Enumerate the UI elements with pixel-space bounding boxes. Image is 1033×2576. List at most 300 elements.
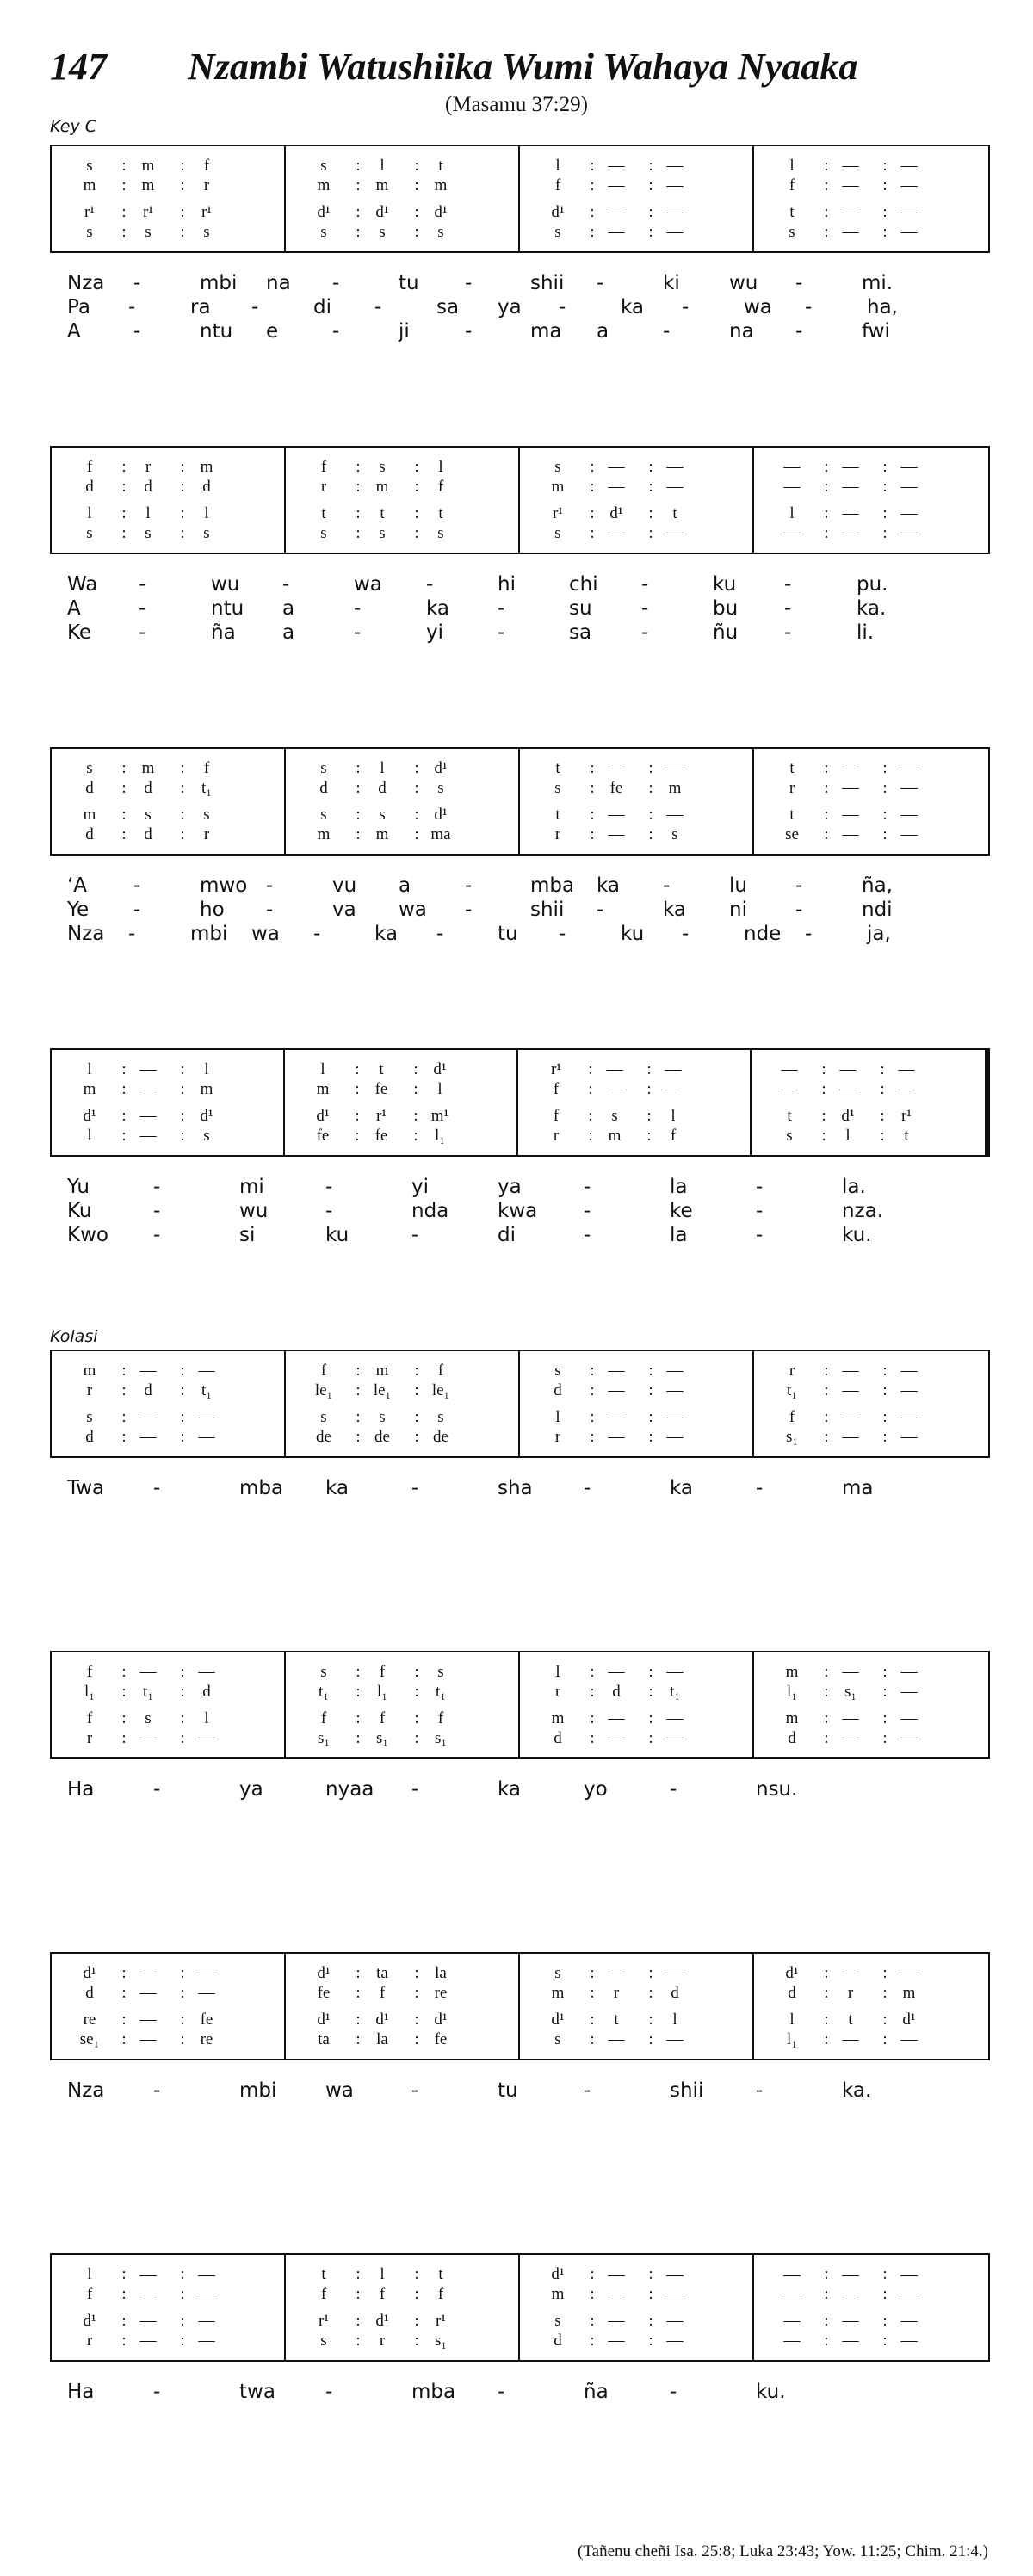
beat-separator: : — [824, 1381, 829, 1399]
beat-separator: : — [356, 1709, 361, 1727]
beat-separator: : — [180, 1127, 185, 1145]
lyric-syllable: mwo — [200, 874, 248, 897]
solfa-note: — — [608, 759, 625, 777]
beat-separator: : — [121, 759, 127, 777]
solfa-note: t — [555, 759, 560, 777]
solfa-note: d¹ — [434, 2011, 448, 2029]
solfa-note: s — [86, 524, 93, 542]
voice-line — [52, 2265, 284, 2286]
solfa-note: — — [666, 806, 684, 824]
solfa-note: s — [671, 825, 678, 843]
solfa-note: — — [666, 759, 684, 777]
lyric-syllable: wu — [239, 1200, 269, 1222]
solfa-note: m — [375, 1362, 389, 1380]
solfa-note: — — [139, 1428, 157, 1446]
solfa-note: — — [608, 2285, 625, 2303]
lyric-line — [67, 272, 928, 296]
solfa-note: — — [900, 806, 918, 824]
syllable-hyphen: - — [128, 923, 136, 945]
voice-line — [52, 1663, 284, 1683]
voice-line — [518, 1127, 750, 1147]
solfa-note: t₁ — [201, 1381, 212, 1399]
beat-separator: : — [590, 157, 595, 175]
lyric-syllable: li. — [857, 621, 875, 644]
syllable-hyphen: - — [597, 272, 604, 294]
beat-separator: : — [824, 1362, 829, 1380]
solfa-note: — — [608, 1381, 625, 1399]
solfa-note: f — [553, 1080, 560, 1098]
beat-separator: : — [356, 1408, 361, 1426]
solfa-note: r — [86, 2332, 93, 2350]
beat-separator: : — [590, 176, 595, 195]
lyric-syllable: tu — [498, 923, 518, 945]
solfa-note: — — [900, 1663, 918, 1681]
solfa-note: de — [316, 1428, 331, 1446]
beat-separator: : — [590, 203, 595, 221]
beat-separator: : — [590, 806, 595, 824]
solfa-note: l — [204, 504, 209, 522]
solfa-note: — — [842, 2285, 859, 2303]
solfa-note: re — [83, 2011, 96, 2029]
voice-line — [754, 1964, 988, 1985]
solfa-note: — — [608, 1408, 625, 1426]
beat-separator: : — [882, 825, 888, 843]
beat-separator: : — [824, 2030, 829, 2048]
syllable-hyphen: - — [498, 597, 505, 620]
solfa-note: fe — [434, 2030, 448, 2048]
beat-separator: : — [648, 2030, 653, 2048]
beat-separator: : — [121, 1080, 127, 1098]
solfa-note: l — [380, 157, 385, 175]
beat-separator: : — [590, 458, 595, 476]
measure — [52, 1050, 285, 1155]
solfa-note: — — [139, 1107, 157, 1125]
beat-separator: : — [824, 1729, 829, 1747]
solfa-note: — — [842, 504, 859, 522]
solfa-note: — — [139, 1127, 157, 1145]
syllable-hyphen: - — [325, 2381, 333, 2403]
beat-separator: : — [648, 2265, 653, 2283]
lyric-syllable: wa — [399, 899, 427, 921]
solfa-note: l — [672, 2011, 677, 2029]
beat-separator: : — [356, 1964, 361, 1982]
solfa-note: r — [613, 1984, 620, 2002]
beat-separator: : — [824, 1709, 829, 1727]
beat-separator: : — [824, 1683, 829, 1701]
voice-line — [286, 2265, 518, 2286]
solfa-note: s — [145, 806, 152, 824]
solfa-note: — — [666, 203, 684, 221]
beat-separator: : — [590, 1663, 595, 1681]
voice-line — [286, 779, 518, 800]
lyric-syllable: ki — [663, 272, 680, 294]
beat-separator: : — [355, 1060, 360, 1078]
solfa-note: — — [139, 2011, 157, 2029]
solfa-note: — — [666, 1428, 684, 1446]
syllable-hyphen: - — [133, 320, 141, 343]
solfa-note: t — [555, 806, 560, 824]
beat-separator: : — [414, 2011, 419, 2029]
solfa-note: r¹ — [900, 1107, 912, 1125]
voice-line — [286, 806, 518, 826]
beat-separator: : — [648, 504, 653, 522]
beat-separator: : — [590, 1683, 595, 1701]
beat-separator: : — [180, 1683, 185, 1701]
beat-separator: : — [180, 1362, 185, 1380]
beat-separator: : — [414, 1381, 419, 1399]
solfa-note: f — [203, 759, 210, 777]
beat-separator: : — [882, 223, 888, 241]
voice-line — [52, 504, 284, 525]
voice-line — [52, 2312, 284, 2332]
voice-line — [286, 1984, 518, 2005]
beat-separator: : — [121, 2285, 127, 2303]
solfa-note: — — [900, 1428, 918, 1446]
beat-separator: : — [590, 2265, 595, 2283]
beat-separator: : — [413, 1060, 418, 1078]
syllable-hyphen: - — [153, 1176, 161, 1198]
solfa-note: s — [611, 1107, 618, 1125]
beat-separator: : — [824, 2312, 829, 2330]
solfa-note: — — [198, 1964, 215, 1982]
syllable-hyphen: - — [584, 1176, 591, 1198]
beat-separator: : — [648, 157, 653, 175]
beat-separator: : — [648, 825, 653, 843]
beat-separator: : — [590, 2011, 595, 2029]
voice-line — [52, 524, 284, 545]
solfa-note: fe — [200, 2011, 213, 2029]
solfa-note: — — [839, 1080, 857, 1098]
syllable-hyphen: - — [584, 1224, 591, 1246]
beat-separator: : — [356, 2030, 361, 2048]
beat-separator: : — [824, 203, 829, 221]
voice-line — [518, 1060, 750, 1081]
lyric-line — [67, 320, 928, 344]
voice-line — [754, 806, 988, 826]
solfa-note: r¹ — [552, 504, 564, 522]
lyric-syllable: twa — [239, 2381, 275, 2403]
measure — [754, 1652, 988, 1757]
solfa-note: s — [379, 1408, 386, 1426]
solfa-note: l — [789, 504, 795, 522]
solfa-note: f — [86, 1663, 93, 1681]
beat-separator: : — [180, 1107, 185, 1125]
beat-separator: : — [356, 759, 361, 777]
voice-line — [752, 1080, 985, 1101]
music-system — [50, 1350, 990, 1458]
voice-line — [52, 1107, 283, 1127]
voice-line — [52, 203, 284, 224]
syllable-hyphen: - — [784, 621, 792, 644]
solfa-note: — — [198, 2285, 215, 2303]
solfa-note: d¹ — [433, 1060, 447, 1078]
solfa-note: — — [139, 1362, 157, 1380]
voice-line — [754, 203, 988, 224]
lyric-syllable: vu — [332, 874, 357, 897]
beat-separator: : — [356, 203, 361, 221]
solfa-note: s — [786, 1127, 793, 1145]
solfa-note: — — [900, 759, 918, 777]
beat-separator: : — [180, 1408, 185, 1426]
solfa-note: — — [608, 458, 625, 476]
beat-separator: : — [824, 1428, 829, 1446]
beat-separator: : — [180, 1709, 185, 1727]
beat-separator: : — [180, 1060, 185, 1078]
beat-separator: : — [648, 1683, 653, 1701]
solfa-note: — — [139, 2030, 157, 2048]
beat-separator: : — [648, 1428, 653, 1446]
solfa-note: f — [379, 1984, 386, 2002]
solfa-note: — — [666, 1964, 684, 1982]
syllable-hyphen: - — [756, 1176, 764, 1198]
hymn-title: Nzambi Watushiika Wumi Wahaya Nyaaka — [188, 46, 858, 88]
syllable-hyphen: - — [795, 874, 803, 897]
solfa-note: l — [204, 1709, 209, 1727]
solfa-note: s — [554, 1964, 561, 1982]
solfa-note: m — [608, 1127, 622, 1145]
solfa-note: s — [320, 759, 327, 777]
beat-separator: : — [414, 458, 419, 476]
solfa-note: — — [608, 825, 625, 843]
beat-separator: : — [648, 2312, 653, 2330]
lyric-syllable: Ke — [67, 621, 92, 644]
solfa-note: — — [842, 2332, 859, 2350]
voice-line — [285, 1127, 516, 1147]
beat-separator: : — [356, 176, 361, 195]
syllable-hyphen: - — [139, 573, 146, 596]
voice-line — [754, 1709, 988, 1730]
lyric-syllable: ka — [621, 296, 645, 318]
beat-separator: : — [882, 1683, 888, 1701]
lyric-syllable: Nza — [67, 923, 105, 945]
voice-line — [752, 1060, 985, 1081]
solfa-note: f — [437, 2285, 444, 2303]
lyric-syllable: ni — [729, 899, 747, 921]
solfa-note: — — [608, 1729, 625, 1747]
solfa-note: — — [783, 2332, 801, 2350]
lyric-syllable: ma — [842, 1477, 874, 1499]
lyric-syllable: Ha — [67, 2381, 95, 2403]
voice-line — [286, 1381, 518, 1402]
solfa-note: m — [83, 176, 96, 195]
lyric-syllable: va — [332, 899, 356, 921]
solfa-note: — — [608, 478, 625, 496]
beat-separator: : — [648, 2332, 653, 2350]
beat-separator: : — [121, 1060, 127, 1078]
music-system — [50, 747, 990, 856]
lyric-syllable: sha — [498, 1477, 533, 1499]
beat-separator: : — [882, 2030, 888, 2048]
solfa-note: m — [375, 478, 389, 496]
solfa-note: d — [554, 2332, 562, 2350]
beat-separator: : — [414, 2285, 419, 2303]
lyric-syllable: ka. — [842, 2079, 872, 2102]
beat-separator: : — [121, 1683, 127, 1701]
solfa-note: — — [608, 1964, 625, 1982]
solfa-note: m — [83, 806, 96, 824]
beat-separator: : — [824, 176, 829, 195]
beat-separator: : — [180, 2011, 185, 2029]
syllable-hyphen: - — [266, 899, 274, 921]
lyric-syllable: mba — [530, 874, 575, 897]
solfa-note: d¹ — [551, 203, 565, 221]
solfa-note: r¹ — [318, 2312, 330, 2330]
beat-separator: : — [180, 1080, 185, 1098]
beat-separator: : — [121, 1663, 127, 1681]
beat-separator: : — [882, 1381, 888, 1399]
syllable-hyphen: - — [282, 573, 290, 596]
beat-separator: : — [121, 1107, 127, 1125]
solfa-note: l — [87, 2265, 92, 2283]
solfa-note: r — [203, 825, 210, 843]
beat-separator: : — [880, 1127, 885, 1145]
beat-separator: : — [180, 157, 185, 175]
beat-separator: : — [121, 1729, 127, 1747]
beat-separator: : — [180, 458, 185, 476]
solfa-note: — — [198, 2265, 215, 2283]
beat-separator: : — [824, 223, 829, 241]
voice-line — [520, 458, 752, 479]
beat-separator: : — [356, 2312, 361, 2330]
solfa-note: t₁ — [670, 1683, 680, 1701]
syllable-hyphen: - — [682, 296, 690, 318]
voice-line — [52, 2285, 284, 2306]
solfa-note: f — [86, 1709, 93, 1727]
beat-separator: : — [356, 2285, 361, 2303]
beat-separator: : — [824, 504, 829, 522]
solfa-note: t — [321, 2265, 326, 2283]
lyric-syllable: ka — [374, 923, 399, 945]
solfa-note: t₁ — [436, 1683, 446, 1701]
beat-separator: : — [590, 504, 595, 522]
solfa-note: — — [608, 1362, 625, 1380]
lyric-syllable: ra — [190, 296, 211, 318]
lyric-syllable: nza. — [842, 1200, 884, 1222]
beat-separator: : — [356, 1984, 361, 2002]
beat-separator: : — [882, 2312, 888, 2330]
voice-line — [520, 203, 752, 224]
beat-separator: : — [356, 524, 361, 542]
voice-line — [52, 2332, 284, 2352]
solfa-note: — — [198, 1428, 215, 1446]
solfa-note: t₁ — [319, 1683, 329, 1701]
voice-line — [754, 1381, 988, 1402]
solfa-note: d¹ — [434, 759, 448, 777]
solfa-note: d — [85, 478, 94, 496]
solfa-note: fe — [609, 779, 623, 797]
measure — [520, 2255, 754, 2360]
solfa-note: r¹ — [201, 203, 213, 221]
solfa-note: d¹ — [902, 2011, 916, 2029]
voice-line — [285, 1060, 516, 1081]
chorus-label: Kolasi — [50, 1327, 98, 1346]
beat-separator: : — [882, 1408, 888, 1426]
syllable-hyphen: - — [374, 296, 382, 318]
lyric-syllable: ku — [621, 923, 645, 945]
beat-separator: : — [590, 759, 595, 777]
beat-separator: : — [180, 203, 185, 221]
solfa-note: — — [139, 2312, 157, 2330]
lyric-line — [67, 1176, 928, 1200]
syllable-hyphen: - — [332, 320, 340, 343]
voice-line — [286, 759, 518, 780]
solfa-note: s — [203, 524, 210, 542]
beat-separator: : — [590, 779, 595, 797]
voice-line — [754, 157, 988, 177]
solfa-note: l₁ — [787, 1683, 797, 1701]
solfa-note: — — [198, 2332, 215, 2350]
music-system — [50, 2253, 990, 2362]
syllable-hyphen: - — [584, 1477, 591, 1499]
beat-separator: : — [824, 1663, 829, 1681]
voice-line — [520, 779, 752, 800]
voice-line — [52, 1729, 284, 1750]
solfa-note: — — [842, 223, 859, 241]
voice-line — [754, 2312, 988, 2332]
syllable-hyphen: - — [559, 296, 566, 318]
solfa-note: — — [900, 504, 918, 522]
solfa-note: ta — [376, 1964, 388, 1982]
solfa-note: l₁ — [435, 1127, 445, 1145]
lyric-syllable: ku. — [842, 1224, 872, 1246]
beat-separator: : — [121, 504, 127, 522]
beat-separator: : — [180, 504, 185, 522]
solfa-note: d¹ — [551, 2265, 565, 2283]
beat-separator: : — [590, 2312, 595, 2330]
lyric-syllable: la — [670, 1224, 688, 1246]
lyric-syllable: yo — [584, 1778, 608, 1801]
solfa-note: d¹ — [609, 504, 623, 522]
beat-separator: : — [824, 779, 829, 797]
solfa-note: f — [379, 1709, 386, 1727]
solfa-note: — — [842, 1663, 859, 1681]
solfa-note: — — [139, 1408, 157, 1426]
solfa-note: — — [666, 1663, 684, 1681]
measure — [520, 1652, 754, 1757]
beat-separator: : — [646, 1127, 652, 1145]
solfa-note: f — [86, 458, 93, 476]
solfa-note: t — [321, 504, 326, 522]
beat-separator: : — [121, 2265, 127, 2283]
lyric-syllable: di — [498, 1224, 516, 1246]
solfa-note: — — [783, 458, 801, 476]
solfa-note: s — [437, 1663, 444, 1681]
voice-line — [520, 825, 752, 846]
solfa-note: s — [437, 223, 444, 241]
solfa-note: l — [789, 2011, 795, 2029]
syllable-hyphen: - — [411, 1477, 419, 1499]
solfa-note: — — [842, 825, 859, 843]
lyric-line — [67, 1224, 928, 1248]
solfa-note: — — [842, 176, 859, 195]
beat-separator: : — [121, 1362, 127, 1380]
lyric-syllable: ha, — [867, 296, 898, 318]
solfa-note: l — [204, 1060, 209, 1078]
beat-separator: : — [648, 1964, 653, 1982]
beat-separator: : — [824, 2332, 829, 2350]
voice-line — [52, 458, 284, 479]
solfa-note: d — [144, 1381, 152, 1399]
solfa-note: — — [666, 478, 684, 496]
lyric-syllable: A — [67, 597, 81, 620]
voice-line — [286, 2285, 518, 2306]
lyrics-block — [67, 874, 928, 947]
syllable-hyphen: - — [251, 296, 259, 318]
solfa-note: t — [789, 203, 795, 221]
beat-separator: : — [356, 223, 361, 241]
syllable-hyphen: - — [795, 899, 803, 921]
beat-separator: : — [413, 1080, 418, 1098]
